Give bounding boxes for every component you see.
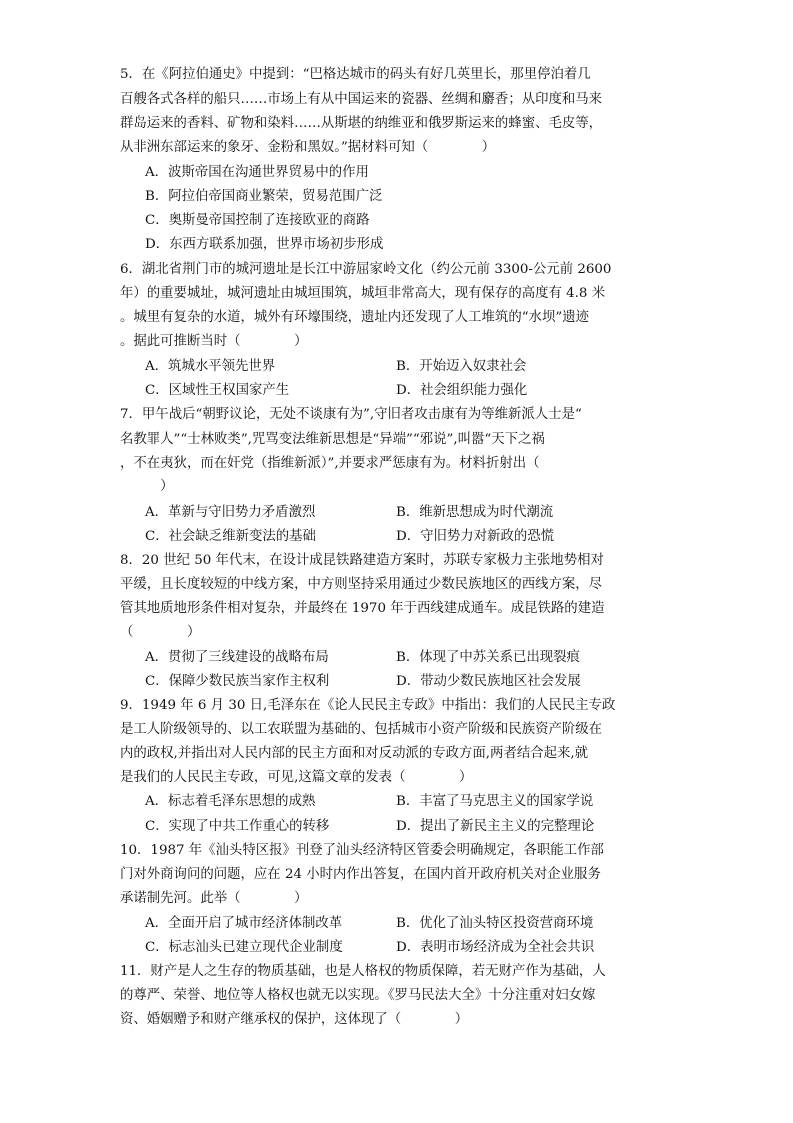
question-9-line-3: 内的政权,并指出对人民内部的民主方面和对反动派的专政方面,两者结合起来,就 [120,746,589,761]
question-7-option-d: D．守旧势力对新政的恐慌 [396,529,555,544]
question-6-line-1: 6．湖北省荆门市的城河遗址是长江中游屈家岭文化（约公元前 3300-公元前 2600 [120,262,612,277]
question-10-line-2: 门对外商询问的问题，应在 24 小时内作出答复，在国内首开政府机关对企业服务 [120,867,601,882]
question-8-line-4: （ ） [120,625,201,640]
question-11-line-3: 资、婚姻赠予和财产继承权的保护，这体现了（ ） [120,1012,469,1027]
question-11-line-1: 11．财产是人之生存的物质基础，也是人格权的物质保障，若无财产作为基础，人 [120,964,606,979]
question-5-line-4: 从非洲东部运来的象牙、金粉和黑奴。”据材料可知（ ） [120,140,496,155]
question-8-option-a: A．贯彻了三线建设的战略布局 [145,650,329,665]
question-8-option-d: D．带动少数民族地区社会发展 [396,674,581,689]
question-7-option-c: C．社会缺乏维新变法的基础 [145,529,316,544]
question-6-line-3: 。城里有复杂的水道，城外有环壕围绕，遗址内还发现了人工堆筑的“水坝”遗迹 [120,310,589,325]
question-9-option-d: D．提出了新民主主义的完整理论 [396,819,595,834]
question-7-line-3: ，不在夷狄，而在奸党（指维新派）”,并要求严惩康有为。材料折射出（ [120,456,540,471]
question-10-option-c: C．标志汕头已建立现代企业制度 [145,940,343,955]
question-5-option-d: D．东西方联系加强，世界市场初步形成 [145,237,384,252]
question-7-line-2: 名教罪人”“士林败类”,咒骂变法维新思想是“异端”“邪说”,叫嚣“天下之祸 [120,432,545,447]
question-8-line-2: 平缓，且长度较短的中线方案，中方则坚持采用通过少数民族地区的西线方案，尽 [120,577,603,592]
question-5-line-3: 群岛运来的香料、矿物和染料……从斯堪的纳维亚和俄罗斯运来的蜂蜜、毛皮等， [120,116,603,131]
question-10-option-d: D．表明市场经济成为全社会共识 [396,940,595,955]
question-6-option-b: B．开始迈入奴隶社会 [396,359,527,374]
question-5-option-a: A．波斯帝国在沟通世界贸易中的作用 [145,165,369,180]
question-7-line-4: ） [120,479,174,494]
question-10-line-3: 承诺制先河。此举（ ） [120,891,308,906]
question-5-option-c: C．奥斯曼帝国控制了连接欧亚的商路 [145,213,370,228]
question-5-line-1: 5．在《阿拉伯通史》中提到：“巴格达城市的码头有好几英里长，那里停泊着几 [120,67,591,82]
question-6-option-a: A．筑城水平领先世界 [145,359,276,374]
question-7-line-1: 7．甲午战后“朝野议论，无处不谈康有为”,守旧者攻击康有为等维新派人士是“ [120,407,582,422]
question-10-option-a: A．全面开启了城市经济体制改革 [145,916,343,931]
question-8-option-b: B．体现了中苏关系已出现裂痕 [396,650,580,665]
question-9-option-c: C．实现了中共工作重心的转移 [145,819,330,834]
question-5-line-2: 百艘各式各样的船只……市场上有从中国运来的瓷器、丝绸和麝香；从印度和马来 [120,92,603,107]
question-11-line-2: 的尊严、荣誉、地位等人格权也就无以实现。《罗马民法大全》十分注重对妇女嫁 [120,988,596,1003]
question-8-line-1: 8．20 世纪 50 年代末，在设计成昆铁路建造方案时，苏联专家极力主张地势相对 [120,553,604,568]
question-8-option-c: C．保障少数民族当家作主权利 [145,674,330,689]
question-9-line-2: 是工人阶级领导的、以工农联盟为基础的、包括城市小资产阶级和民族资产阶级在 [120,722,603,737]
question-9-line-1: 9．1949 年 6 月 30 日,毛泽东在《论人民民主专政》中指出：我们的人民民主专政 [120,698,616,713]
question-6-line-4: 。据此可推断当时（ ） [120,334,308,349]
question-5-option-b: B．阿拉伯帝国商业繁荣，贸易范围广泛 [145,189,383,204]
question-7-option-b: B．维新思想成为时代潮流 [396,505,554,520]
question-7-option-a: A．革新与守旧势力矛盾激烈 [145,505,316,520]
question-6-option-c: C．区域性王权国家产生 [145,383,290,398]
question-9-option-b: B．丰富了马克思主义的国家学说 [396,794,594,809]
question-10-line-1: 10．1987 年《汕头特区报》刊登了汕头经济特区管委会明确规定，各职能工作部 [120,843,604,858]
question-6-line-2: 年）的重要城址，城河遗址由城垣围筑，城垣非常高大，现有保存的高度有 4.8 米 [120,286,606,301]
question-10-option-b: B．优化了汕头特区投资营商环境 [396,916,594,931]
question-9-line-4: 是我们的人民民主专政，可见,这篇文章的发表（ ） [120,770,473,785]
question-6-option-d: D．社会组织能力强化 [396,383,528,398]
question-8-line-3: 管其地质地形条件相对复杂，并最终在 1970 年于西线建成通车。成昆铁路的建造 [120,601,605,616]
question-9-option-a: A．标志着毛泽东思想的成熟 [145,794,316,809]
